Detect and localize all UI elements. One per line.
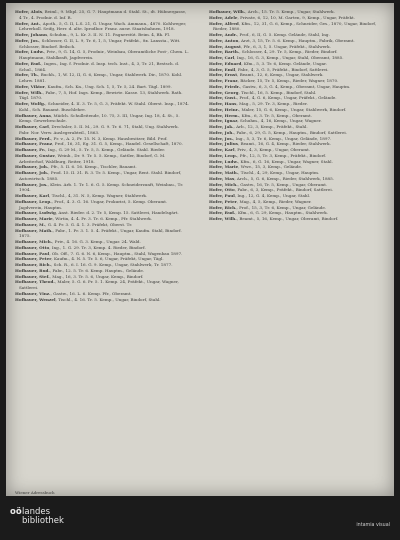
entry-name: Hofer, Joh. (209, 129, 234, 135)
entry-details: , Maler, 5. G. 6. Pr. 5. 1. Kemp. 24, Präfekt., Ungar, Wagner, Sattlerei. (19, 279, 179, 290)
entry-name: Hofbauer, Rich. (15, 262, 52, 267)
entry-name: Hofer, Franz (209, 78, 238, 83)
entry-name: Hofer, Rud. (15, 60, 42, 66)
entry-details: , Beamt., 5, 16, Kemp., Ungar, Oberamt, Bindorf. (236, 216, 339, 221)
entry-name: Hofbauer, Wenzel (15, 296, 56, 302)
library-logo (10, 508, 64, 526)
entry-name: Hofer, Otto (209, 187, 235, 193)
directory-entry (15, 124, 190, 136)
directory-entry (15, 38, 190, 50)
entry-details: , Fabr., 12. 5. Tr. 6. Kemp. Hauptm., Gelände. (49, 267, 145, 273)
entry-details: , Gastw., 16, Tr. 5, Kemp., Ungar, Oberamt. (237, 181, 328, 187)
entry-details: , Ing., 16, G. 3, Kemp., Ungar, Stahl, Oberamt, 1885. (234, 55, 344, 60)
directory-entry (15, 153, 190, 165)
entry-name: Hofer, Georg (209, 89, 239, 95)
entry-name: Hofer, Max (209, 175, 235, 181)
entry-details: , Ing., 12, G. 4, Kemp., Ungar, Stahl. (234, 193, 311, 198)
entry-details: , Beamt., 12, 6, Kemp., Ungar, Stahlwerk. (237, 72, 324, 78)
entry-name: Hofbauer, Ludwig (15, 210, 56, 216)
entry-name: Hofer, Julius (209, 141, 238, 147)
entry-name: Hofer, Ludw. (15, 49, 44, 55)
entry-name: Hofbauer, Math. (15, 227, 53, 233)
entry-details: , Prof., 4, G. 6, Kemp., Ungar, Präfekt., Gelände. (236, 95, 337, 101)
entry-name: Hofbauer, Joh. (15, 164, 49, 170)
entry-details: , Maler, 15, G. 6, Kemp., Ungar, Stahlwerk, Bindorf. (238, 106, 347, 112)
entry-name: Hofer, Th. (15, 72, 39, 78)
entry-details: , Priv., 4, 3, Kemp., Ungar, Oberamt. (234, 147, 311, 152)
directory-entry (15, 90, 190, 102)
entry-name: Hofer, Johann (15, 32, 47, 37)
directory-entry (15, 297, 190, 303)
directory-entry (15, 21, 190, 33)
entry-details: , Mag., 16, 3. Tr. 5. 6, Ungar, Kemp., Bindorf. (49, 273, 144, 279)
entry-details: , Tischl., 4. 16. Tr. 5. Kemp., Ungar, Bindorf, Stahl. (55, 296, 161, 302)
entry-name: Hofer, Wilh. (15, 89, 43, 95)
directory-entry (15, 113, 190, 125)
entry-details: , Schuhm., 4, 16, Kemp., Ungar, Wagner. (237, 118, 322, 124)
directory-entry (15, 199, 190, 211)
entry-details: , Ing., 5, 3, Tr. 6, Kemp., Ungar, Gelände, 1897. (233, 135, 332, 141)
entry-details: , Arch., 5, G. 6, Kemp., Rieder, Stahlwerk, 1885. (234, 175, 335, 181)
directory-entry (15, 49, 190, 61)
left-column (15, 9, 190, 302)
entry-details: , Bäcker, 15, Tr. 5, Kemp., Rieder, Wagner, 1870. (237, 78, 339, 83)
entry-name: Hofbauer, Vinz. (15, 290, 51, 296)
directory-entry (209, 216, 384, 222)
entry-details: , Schlosser, G. II, L. 9, Tr. 6, 1, 5, Ungar, Präfekt., 8x. Lanssta., Witt. Schlosser, Bindorf. Beilsch. (19, 37, 181, 49)
entry-details: , Anst. Rieder. d. 2. Tr. 5, Kemp. 15. Sattlerei, Handelsgärt. (55, 210, 179, 216)
entry-details: , Klein. Arb. 1. Tr. 1. 6. G. 5. Kemp. Schneiderzunft, Weinbau., Tr. 1904. (19, 181, 184, 193)
entry-details: , Tischl., 16, 5. Kemp., Bindorf, Stahl. (238, 89, 317, 95)
entry-details: , Drechsler, 5. II. M., 29. G. 9. Tr. 6. 71, Stahl, Ung. Stahlwerk. Fabr. Nor. Verw. Auslegerabteil., 1863. (19, 124, 179, 135)
entry-name: Hofer, Ant. (15, 20, 41, 26)
logo-line-1: landes (22, 507, 51, 517)
entry-details: , Prof., 6, II, G. 5. Kemp. Gelände, Stahl, Ing. (236, 32, 330, 37)
entry-name: Hofer, Hans (209, 101, 237, 106)
entry-details: , Apoth., 5, G. II, L.S. 21, G. Ungar, Wach. Ammann., 4870. Kohlweger, Lehrerkoll. Seifg, Herr. d. alte. Iprodbor. Franz. ausw. Staatsbahnen, 1918. (19, 20, 187, 32)
entry-name: Hofer, Jak. (209, 124, 234, 129)
entry-name: Hofer, August (209, 43, 241, 49)
directory-entry (15, 170, 190, 182)
entry-details: , Weinb., Dr. 9. Tr. 5. 5. Kemp., Sattler, Bindorf, G. M. Arbeiterhof, Waldburg, Reiter, 1918. (19, 152, 166, 164)
directory-entry (15, 228, 190, 240)
entry-details: , Fabr., 7, 5, Hof. Ings. Kemp., Bewirte. Kasse. 13, Stahlwerk. Rath. Tägl. 1870. (19, 89, 183, 101)
entry-details: , Kfm., 6, G. 29, Kemp., Hauptm., Stahlwerk. (235, 210, 329, 216)
entry-details: , Arch., 15. Tr. 5. Kemp., Ungar, Stahlwerk. (245, 9, 335, 14)
entry-details: , Prof., 16, 31, Eg. 31. G. 5, Kemp., Handel. Gesellschaft, 1870. (52, 141, 183, 147)
entry-details: , Kfm., 6, 3. Tr. 5, Kemp., Oberamt. (239, 112, 312, 118)
directory-entry (15, 72, 190, 84)
entry-name: Hofbauer, Carl (15, 124, 49, 129)
entry-name: Hofer, Jos. (15, 37, 40, 43)
entry-details: , Kfm., 6, G. 16, Kemp., Ungar, Wagner, Stahl. (237, 158, 333, 164)
entry-name: Hofbauer, Theod. (15, 279, 55, 285)
entry-details: , Wirtin, 4. 4. Pr. 3. Tr. 6. Kemp., Pfr. Stahlwerk. (52, 216, 153, 221)
entry-name: Hofer, Alfred (209, 20, 239, 26)
directory-entry (15, 9, 190, 21)
entry-name: Hofbauer, Peter (15, 256, 52, 262)
entry-details: , Fabr., 1. Pr. 3. 1. 5. 4. Präfekt., Ungar, Kaufm. Stahl, Bindorf. 1875. (19, 227, 182, 239)
entry-details: , Ob. Off., 7. G. 6. N. 6, Kemp., Hauptm., Stahl, Wagenbau 1897. (49, 250, 183, 256)
entry-name: Hofer, Viktor (15, 83, 45, 89)
entry-details: , Fr. v., A. 2, Fr. 15. N. 3, Kemp. Hausbesitzer, Bild. Prof. (50, 135, 168, 141)
entry-details: , Pfr., 5. II. 6. 16. Kemp., Tischler, Bauamt. (48, 164, 137, 170)
entry-details: , Pfr., 12, 5, Tr. 3, Kemp., Präfekt., Bindorf. (237, 152, 327, 158)
logo-line-2: bibliothek (22, 516, 64, 526)
entry-details: , Mädch. Schulleitende, 10. 75, 3. III, Ungar, Ing. 18, 4. St., 5. Kemp. Gewerbeschule. (19, 112, 180, 124)
entry-name: Hofbauer, Mich. (15, 239, 53, 244)
entry-name: Hofer, Carl (209, 55, 235, 60)
entry-name: Hofbauer, Ferd. (15, 135, 51, 141)
entry-details: , Kaufm., Sch. Kn., Ung. Sch. 1, 5, Tr. 5, 24. Bart. Tägl. 1899. (44, 83, 172, 89)
entry-name: Hofer, Wolfg. (15, 101, 46, 106)
entry-details: , Kaufm., 4. N. 5. Tr. 5. 6, Ungar, Präfekt, Ungar, Tägl. (51, 256, 164, 262)
entry-details: , Prof., 4. 3. G. 16. Ungar, Prokurist, 5. Kemp. Oberamt. Jagdverein, Hauptm. (19, 198, 168, 210)
entry-details: , Gastw., 16. L. 6. Kemp. Pfr., Oberamt. (50, 290, 132, 296)
right-column (209, 9, 384, 222)
entry-name: Hofer, Peter (209, 198, 237, 204)
directory-entry (15, 101, 190, 113)
entry-name: Hofer, Math. (209, 170, 239, 175)
entry-details: , Arzt, 3, 15, Tr. 5. 6. Kemp., Hauptm., Fabrik, Oberamt. (238, 37, 355, 43)
entry-details: , Private, 6, 12, 10, M. Garten, 9, Kemp., Ungar, Präfekt. (237, 14, 355, 20)
entry-name: Hofbauer, Franz (15, 141, 53, 147)
entry-details: , Beiml., 9. Mhpl. 25, G. 7. Hauptmann d. Stahl. St., dt. Hübnergasse, 4 Tr., 4. Prodnir. d. Inf. R. (19, 9, 187, 20)
entry-details: , Fabr., 6, 29, G. 5, Kemp., Hauptm., Bindorf, Sattlerei. (233, 129, 348, 135)
entry-name: Hofer, Herm. (209, 112, 240, 118)
entry-name: Hofer, Heinr. (209, 106, 239, 112)
entry-details: , Kfm., 12, 31, G. 6, Kemp., Schneider, Ges., 1870, Ungar, Bindorf, Rieder, 1880. (213, 20, 376, 32)
entry-name: Hofer, Mich. (209, 181, 238, 187)
entry-name: Hofbauer, Otto (15, 244, 50, 250)
entry-details: , Tischl., 4, 31. N. 5, Kemp. Wagner, Stahlwerk. (49, 193, 148, 198)
entry-details: , Priv., 9, G. 14, G. 5, Prodnir., Weinbau, Oberamtliche Post-, Chem. L. Hauptmann, Stahlkraft, Jagdverein. (19, 49, 189, 60)
entry-name: Hofer, Gust. (209, 95, 237, 101)
entry-name: Hofbauer, Karl (15, 193, 50, 198)
entry-details: , Schlosser, 4, 29. Tr. 5, Kemp., Rieder, Bindorf. (239, 49, 338, 55)
entry-name: Hofer, Alois (15, 9, 42, 14)
entry-details: , Schneider, 4. II. 3. Tr. 5, G. 3, Präfekt. W. Stahl. Oberst. Insp., 1874. Kohl., Sch. Bauamt. Buschlehre. (19, 101, 190, 112)
entry-name: Hofbauer, Wilh. (209, 9, 246, 14)
entry-name: Hofer, Ignaz (209, 118, 238, 124)
entry-details: , Schuhm., 9, L. Kr. 3. II. N. 11. Pagnerstüt. Beim. 4, Bk. Fl. (46, 32, 171, 37)
entry-name: Hofer, Rich. (209, 204, 237, 210)
entry-details: , G. 4. Pr. 3. G. 4. 1. 3. Präfekt, Oberst. Tr. (45, 221, 133, 227)
directory-entry (15, 61, 190, 73)
entry-name: Hofer, Barth. (209, 49, 240, 55)
entry-name: Hofer, Andr. (209, 32, 237, 37)
entry-name: Hofer, Rud. (209, 210, 236, 216)
entry-name: Hofer, Emil (209, 66, 236, 72)
credit-text: intamia visual (356, 523, 390, 528)
entry-name: Hofer, Friedr. (209, 83, 240, 89)
entry-name: Hofbauer, Leop. (15, 198, 52, 204)
entry-name: Hofbauer, Anna (15, 112, 51, 118)
entry-name: Hofbauer, Marie (15, 216, 53, 221)
logo-mark: oö (10, 507, 22, 517)
entry-details: , Beamt., 16, G. 4, Kemp., Rieder, Stahlwerk. (237, 141, 331, 147)
entry-details: , Buchh., 1, W. 12, II, G. 6, Kemp., Ungar, Stahlwerk. Dir., 1870. Kohl. Lehrw. 1881. (19, 72, 183, 83)
entry-name: Hofer, Jos. (209, 135, 234, 141)
entry-details: , Prod. 15. II. 31. R. 3. Tr. 5. Kemp., Ungar, Rent. Stahl. Bindorf, Autowirtsch. 1885. (19, 170, 182, 181)
entry-name: Hofbauer, Jos. (15, 181, 48, 187)
entry-details: , Ing., G. 29 M., 5. Tr. 5, 5. Kemp., Gelände. Stahl. Rieder. (45, 147, 165, 152)
entry-details: , Fabr., 4, 3, G. 5, Präfekt., Bindorf, Sattlerei. (235, 66, 329, 72)
entry-details: , Gastw., 6, 3, G. 4, Kemp., Oberamt, Ungar, Hauptm. (239, 83, 351, 89)
entry-details: , Ingen., Ing. f. Prodnir. d. Insp. tech. Inst., 4, 3, Tr. 21, Bestsch. d. Schul., 1864. (19, 60, 180, 72)
entry-name: Hofer, Ernst (209, 72, 238, 78)
entry-name: Hofbauer, Rud. (15, 267, 50, 273)
entry-details: , Wwe., 15, 3, Kemp., Gelände. (238, 164, 303, 170)
entry-details: , Mag., 5, 29. Tr. 3, Kemp., Rieder. (236, 101, 308, 106)
entry-name: Hofer, Ludw. (209, 158, 238, 164)
entry-details: , Pfr., 6, 3, 1, 5. Ungar, Präfekt., Stahlwerk. (240, 43, 331, 49)
entry-name: Hofbauer, Stef. (15, 273, 50, 279)
entry-name: Hofbauer, Gustav (15, 152, 55, 158)
entry-name: Hofer, Leop. (209, 152, 238, 158)
entry-details: , Priv., 4. 16. G. 3. Kemp., Ungar. 24. Wald. (52, 239, 141, 244)
entry-details: , Sch. R., 6. I. 16. G. 9. Kemp., Ungar, Stahlwerk, Tr. 1877. (51, 262, 173, 267)
entry-name: Hofer, Adele (209, 14, 238, 20)
entry-name: Hofer, Eduard (209, 60, 242, 66)
directory-entry (15, 182, 190, 194)
entry-name: Hofbauer, Fr. (15, 147, 46, 152)
entry-details: , Prof., 15, 3, Tr. 6, Kemp., Ungar, Gelände. (236, 204, 327, 210)
entry-name: Hofbauer, Joh. (15, 170, 49, 175)
entry-details: , Arb., 12, 3, Kemp., Präfekt., Stahl. (233, 124, 308, 129)
page-footer: Wiener Adressbuch (15, 490, 55, 495)
directory-entry (209, 21, 384, 33)
entry-name: Hofer, Paul (209, 193, 235, 198)
document-page (6, 3, 394, 496)
entry-details: , Ing., 1. G. 29. Tr. 3, Kemp. 4. Rieder, Bindorf. (49, 244, 146, 250)
entry-details: , Fabr., 6, 3, Kemp., Präfekt., Bindorf, Sattlerei. (234, 187, 333, 193)
entry-name: Hofer, Anton (209, 37, 239, 43)
entry-details: , Mag., 4, 5, Kemp., Rieder, Wagner. (236, 198, 312, 204)
entry-name: Hofer, Karl (209, 147, 235, 152)
entry-name: Hofbauer, M. (15, 221, 46, 227)
entry-details: , Tischl., 4, 29, Kemp., Ungar, Hauptm. (238, 170, 320, 175)
directory-entry (15, 279, 190, 291)
entry-name: Hofer, Wilh. (209, 216, 237, 221)
entry-name: Hofbauer, Paul (15, 250, 50, 256)
entry-details: , Kfm., 5, 3. Tr. 6, Kemp. Gelände, Ungar. (241, 60, 327, 66)
entry-name: Hofer, Marie (209, 164, 239, 170)
